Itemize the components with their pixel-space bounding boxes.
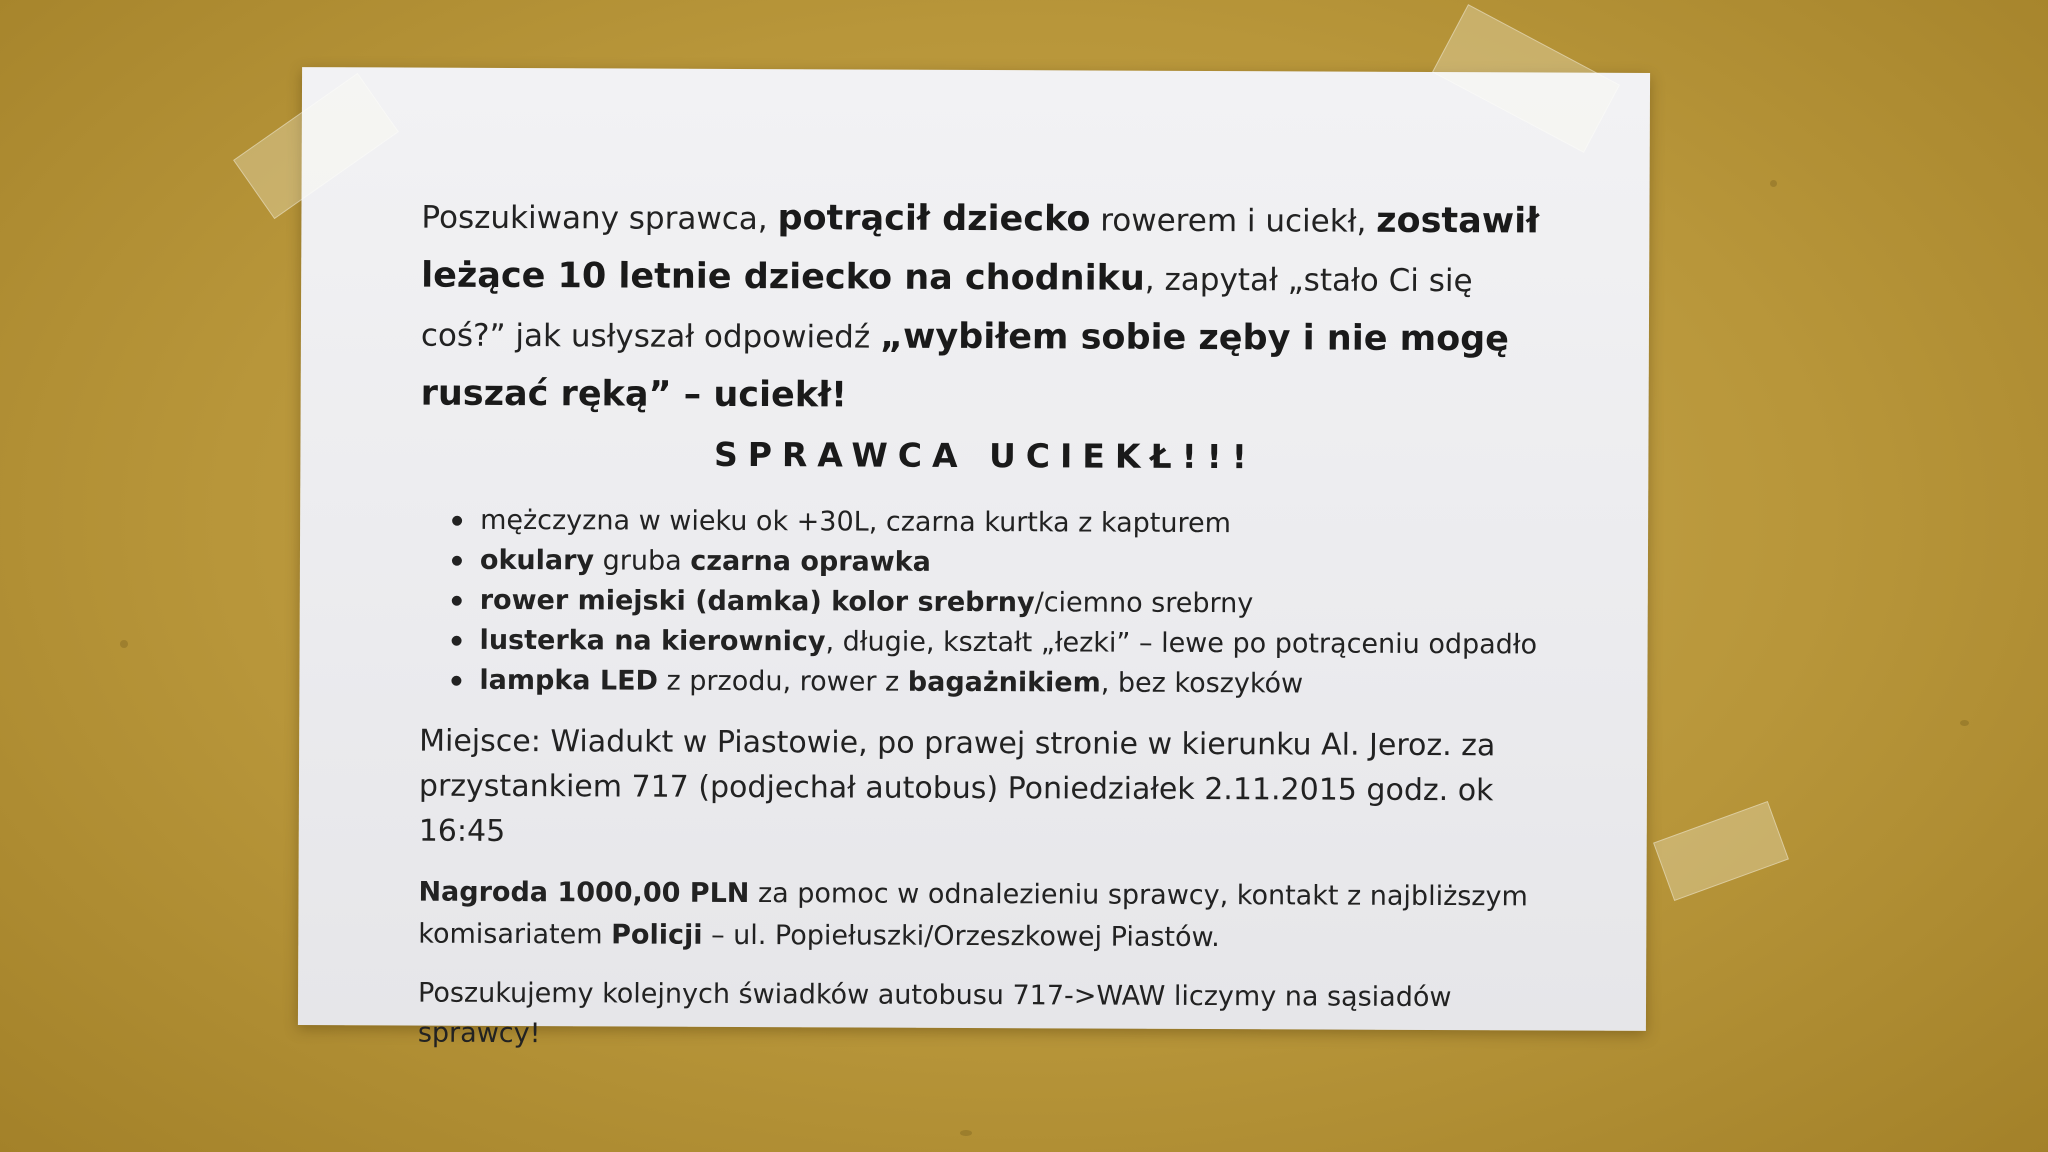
intro-paragraph-bold-text: „wybiłem sobie zęby i nie mogę ruszać ręką” – uciekł! [420, 316, 1510, 416]
notice-paper [298, 67, 1650, 1050]
suspect-description-item-bold-text: okulary [479, 544, 595, 577]
suspect-description-item-bold-text: bagażnikiem [907, 666, 1101, 699]
wall-speck [1960, 720, 1969, 726]
intro-paragraph-text: Poszukiwany sprawca, [421, 199, 778, 238]
suspect-description-item-text: z przodu, rower z [657, 665, 908, 698]
wall-speck [960, 1130, 972, 1136]
wall-speck [120, 640, 128, 648]
reward-paragraph [418, 872, 1548, 961]
intro-paragraph [421, 188, 1552, 429]
location-paragraph-text: Miejsce: Wiadukt w Piastowie, po prawej stronie w kierunku Al. Jeroz. za przystankiem 717 (podjechał autobus) Poniedziałek 2.11.2015 godz. ok 16:45 [418, 723, 1496, 849]
tape-bottom-right [1653, 801, 1789, 901]
notice-headline: SPRAWCA UCIEKŁ!!! [713, 434, 1257, 477]
closing-paragraph [418, 974, 1548, 1059]
suspect-description-item [479, 661, 1549, 706]
suspect-description-item-bold-text: lusterka na kierownicy [479, 624, 826, 658]
location-paragraph [419, 719, 1550, 859]
reward-paragraph-bold-text: Nagroda 1000,00 PLN [418, 876, 750, 910]
suspect-description-item [480, 621, 1550, 666]
suspect-description-list [419, 501, 1550, 706]
suspect-description-item-text: /ciemno srebrny [1034, 587, 1254, 620]
reward-paragraph-text: za pomoc w odnalezieniu sprawcy, kontakt z najbliższym komisariatem [418, 878, 1528, 951]
suspect-description-item-text: mężczyzna w wieku ok +30L, czarna kurtka z kapturem [480, 504, 1232, 540]
suspect-description-item-text: , długie, kształt „łezki” – lewe po potrąceniu odpadło [825, 626, 1538, 661]
intro-paragraph-text: rowerem i uciekł, [1090, 202, 1377, 240]
suspect-description-item [480, 501, 1550, 546]
closing-paragraph-text: Poszukujemy kolejnych świadków autobusu 717->WAW liczymy na sąsiadów sprawcy! [417, 977, 1452, 1050]
suspect-description-item [480, 541, 1550, 586]
suspect-description-item-text: gruba [594, 545, 691, 577]
intro-paragraph-bold-text: potrącił dziecko [777, 198, 1091, 240]
suspect-description-item-bold-text: rower miejski (damka) kolor srebrny [479, 584, 1035, 619]
suspect-description-item-bold-text: czarna oprawka [690, 545, 931, 578]
intro-paragraph-text: , zapytał „stało Ci się coś?” jak usłyszał odpowiedź [420, 261, 1473, 356]
suspect-description-item [480, 581, 1550, 626]
reward-paragraph-bold-text: Policji [611, 919, 703, 951]
suspect-description-item-text: , bez koszyków [1100, 667, 1304, 700]
intro-paragraph-bold-text: zostawił leżące 10 letnie dziecko na chodniku [421, 200, 1540, 299]
notice-content [418, 188, 1552, 1059]
suspect-description-item-bold-text: lampka LED [479, 664, 659, 697]
wall-speck [1770, 180, 1777, 187]
reward-paragraph-text: – ul. Popiełuszki/Orzeszkowej Piastów. [702, 919, 1220, 954]
